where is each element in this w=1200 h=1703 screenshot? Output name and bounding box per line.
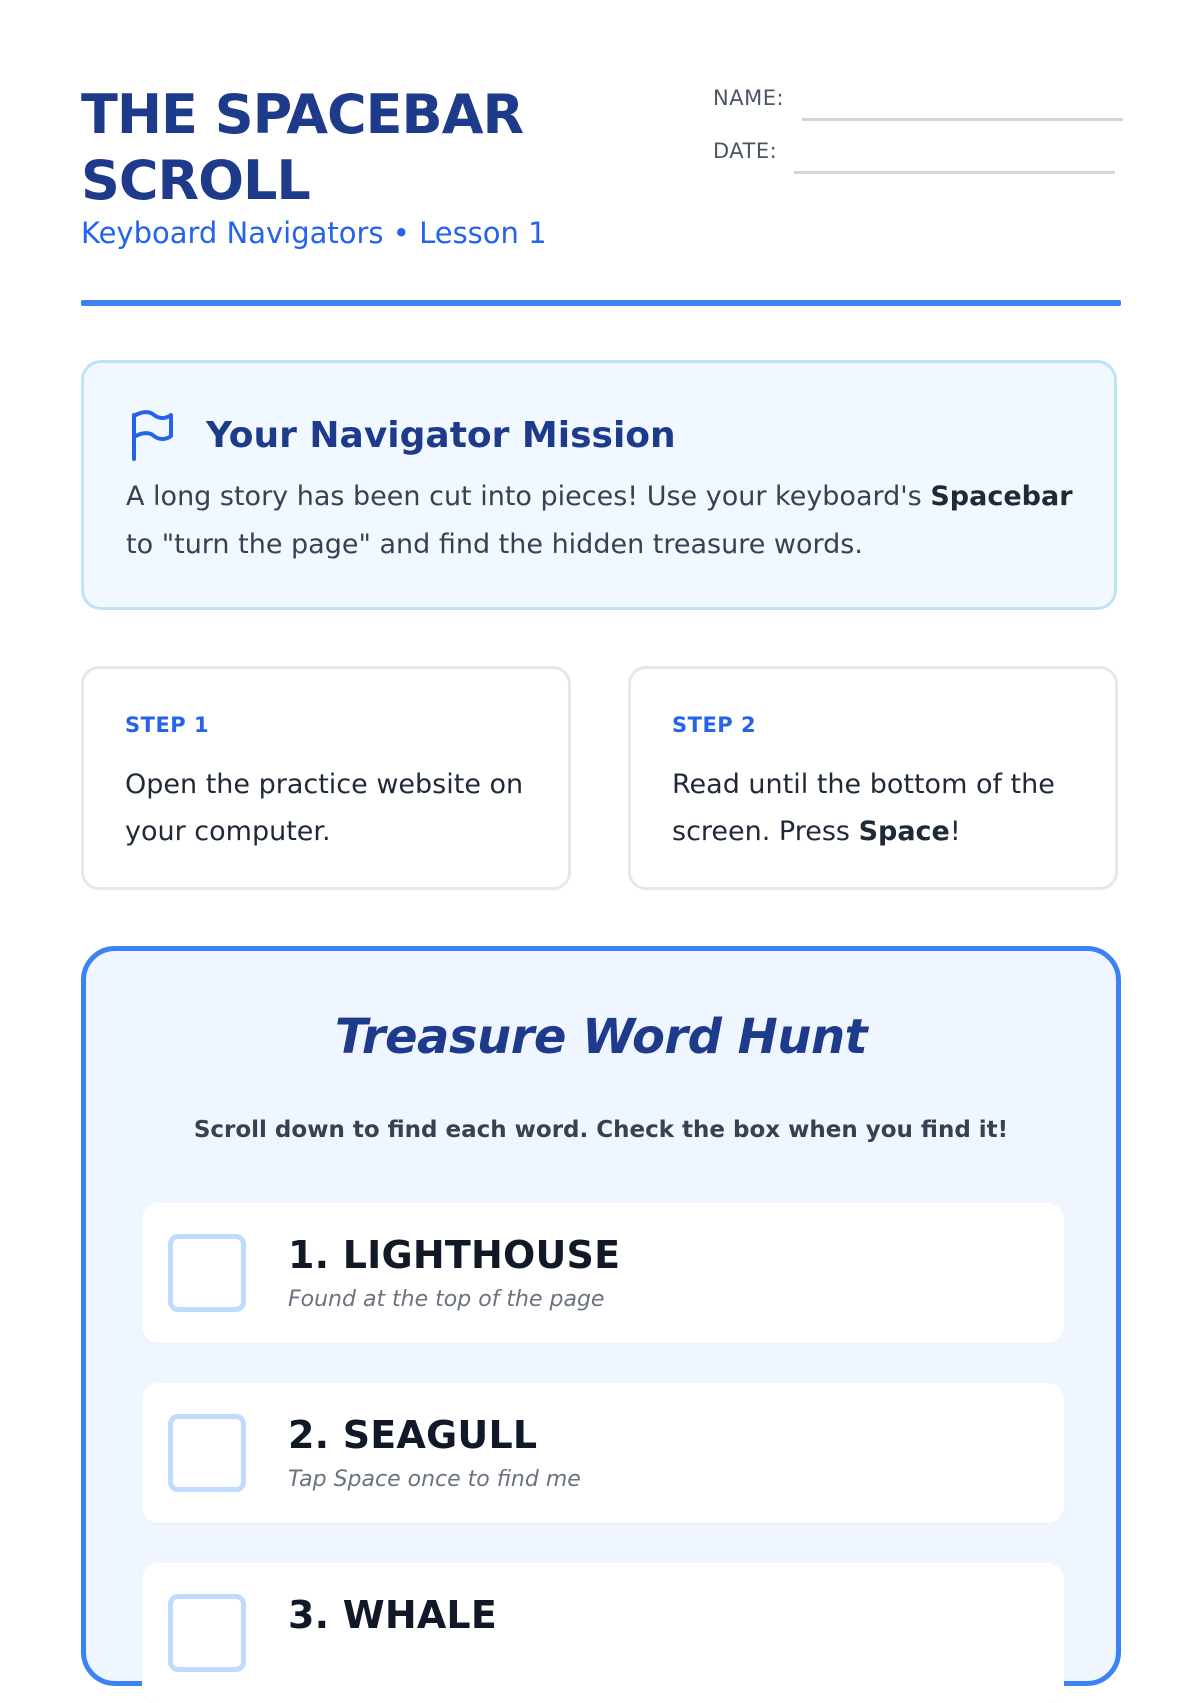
header-divider bbox=[81, 300, 1121, 306]
mission-heading bbox=[128, 409, 676, 461]
step-text bbox=[672, 761, 1092, 855]
word-item bbox=[142, 1383, 1064, 1523]
step-text-bold: Space bbox=[858, 816, 950, 847]
hunt-instructions: Scroll down to find each word. Check the box when you find it! bbox=[193, 1117, 1009, 1143]
mission-text-end: to "turn the page" and find the hidden treasure words. bbox=[126, 529, 863, 560]
treasure-word: 1. LIGHTHOUSE bbox=[288, 1233, 621, 1277]
word-hint: Found at the top of the page bbox=[288, 1287, 605, 1312]
treasure-word: 3. WHALE bbox=[288, 1593, 498, 1637]
word-checkbox[interactable] bbox=[168, 1414, 246, 1492]
word-item bbox=[142, 1203, 1064, 1343]
header bbox=[81, 0, 1121, 306]
word-checkbox[interactable] bbox=[168, 1234, 246, 1312]
worksheet bbox=[81, 0, 1121, 1637]
hunt-title: Treasure Word Hunt bbox=[334, 1009, 868, 1065]
name-label: NAME: bbox=[713, 86, 785, 110]
step-label: STEP 2 bbox=[672, 713, 757, 737]
mission-text bbox=[126, 473, 1086, 569]
flag-icon bbox=[128, 409, 174, 461]
step-text: Open the practice website on your computer. bbox=[125, 769, 524, 847]
step-card-2 bbox=[628, 666, 1118, 890]
word-checkbox[interactable] bbox=[168, 1594, 246, 1672]
step-card-1 bbox=[81, 666, 571, 890]
page-subtitle: Keyboard Navigators • Lesson 1 bbox=[81, 216, 547, 250]
name-row bbox=[713, 84, 1123, 137]
date-row bbox=[713, 137, 1123, 190]
mission-text-bold: Spacebar bbox=[930, 481, 1073, 512]
mission-text-start: A long story has been cut into pieces! Use your keyboard's bbox=[126, 481, 931, 512]
date-field[interactable] bbox=[794, 171, 1115, 174]
step-text-end: ! bbox=[949, 816, 961, 847]
date-label: DATE: bbox=[713, 139, 778, 163]
name-field[interactable] bbox=[802, 118, 1123, 121]
mission-title: Your Navigator Mission bbox=[206, 414, 676, 456]
treasure-word: 2. SEAGULL bbox=[288, 1413, 538, 1457]
treasure-hunt-panel bbox=[81, 946, 1121, 1686]
page-title: THE SPACEBAR SCROLL bbox=[81, 83, 524, 212]
word-hint: Tap Space once to find me bbox=[288, 1467, 581, 1492]
student-fields bbox=[713, 84, 1123, 190]
word-item bbox=[142, 1563, 1064, 1703]
step-text-start: Read until the bottom of the screen. Press bbox=[672, 769, 1055, 847]
mission-box bbox=[81, 360, 1117, 610]
step-label: STEP 1 bbox=[125, 713, 210, 737]
